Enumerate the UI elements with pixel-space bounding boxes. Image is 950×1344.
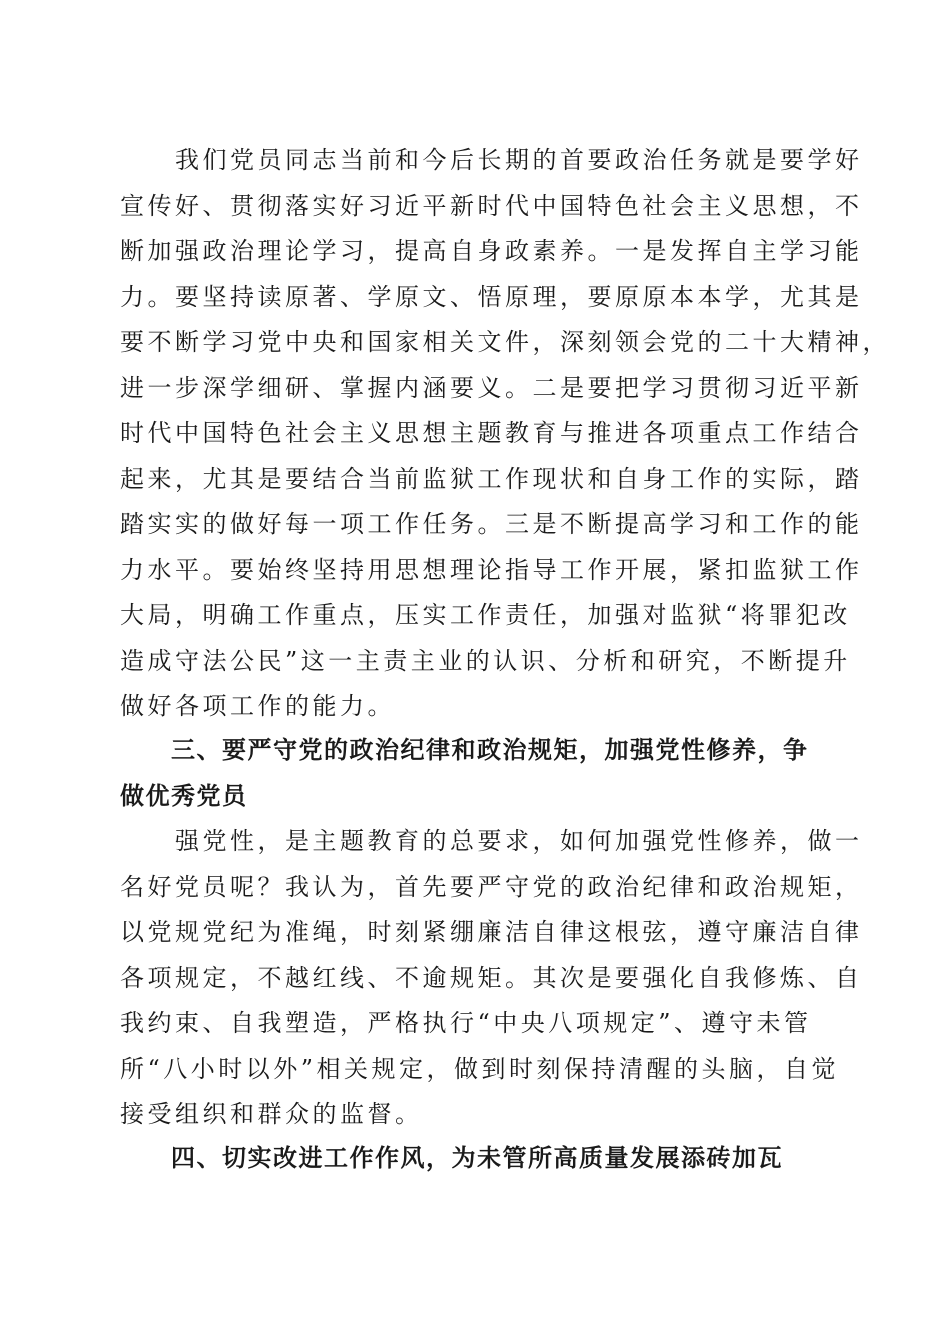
text-line: 时代中国特色社会主义思想主题教育与推进各项重点工作结合	[120, 419, 863, 447]
text-line: 名好党员呢？我认为，首先要严守党的政治纪律和政治规矩，	[120, 872, 863, 901]
text-line: 起来，尤其是要结合当前监狱工作现状和自身工作的实际，踏	[120, 464, 863, 493]
text-line: 大局，明确工作重点，压实工作责任，加强对监狱“将罪犯改	[120, 601, 851, 629]
text-line: 力水平。要始终坚持用思想理论指导工作开展，紧扣监狱工作	[120, 555, 863, 584]
text-line: 造成守法公民”这一主责主业的认识、分析和研究，不断提升	[120, 646, 851, 675]
heading-line: 做优秀党员	[120, 781, 248, 810]
text-line: 力。要坚持读原著、学原文、悟原理，要原原本本学，尤其是	[120, 282, 863, 311]
text-line: 宣传好、贯彻落实好习近平新时代中国特色社会主义思想，不	[120, 191, 863, 220]
text-line: 我们党员同志当前和今后长期的首要政治任务就是要学好	[120, 146, 863, 174]
paragraph-party-spirit	[120, 819, 863, 1138]
text-line: 接受组织和群众的监督。	[120, 1100, 423, 1128]
text-line: 强党性，是主题教育的总要求，如何加强党性修养，做一	[120, 827, 863, 855]
text-line: 各项规定，不越红线、不逾规矩。其次是要强化自我修炼、自	[120, 963, 863, 992]
text-line: 做好各项工作的能力。	[120, 692, 395, 720]
paragraph-study	[120, 138, 890, 730]
section-heading-4	[120, 1136, 832, 1182]
text-line: 所“八小时以外”相关规定，做到时刻保持清醒的头脑，自觉	[120, 1054, 840, 1083]
heading-line: 三、要严守党的政治纪律和政治规矩，加强党性修养，争	[120, 736, 809, 764]
text-line: 踏实实的做好每一项工作任务。三是不断提高学习和工作的能	[120, 510, 863, 538]
text-line: 断加强政治理论学习，提高自身政素养。一是发挥自主学习能	[120, 237, 863, 265]
text-line: 进一步深学细研、掌握内涵要义。二是要把学习贯彻习近平新	[120, 373, 863, 402]
heading-line: 四、切实改进工作作风，为未管所高质量发展添砖加瓦	[120, 1144, 783, 1172]
text-line: 我约束、自我塑造，严格执行“中央八项规定”、遵守未管	[120, 1009, 812, 1037]
section-heading-3	[120, 728, 832, 819]
text-line: 要不断学习党中央和国家相关文件，深刻领会党的二十大精神，	[120, 328, 890, 356]
text-line: 以党规党纪为准绳，时刻紧绷廉洁自律这根弦，遵守廉洁自律	[120, 918, 863, 946]
